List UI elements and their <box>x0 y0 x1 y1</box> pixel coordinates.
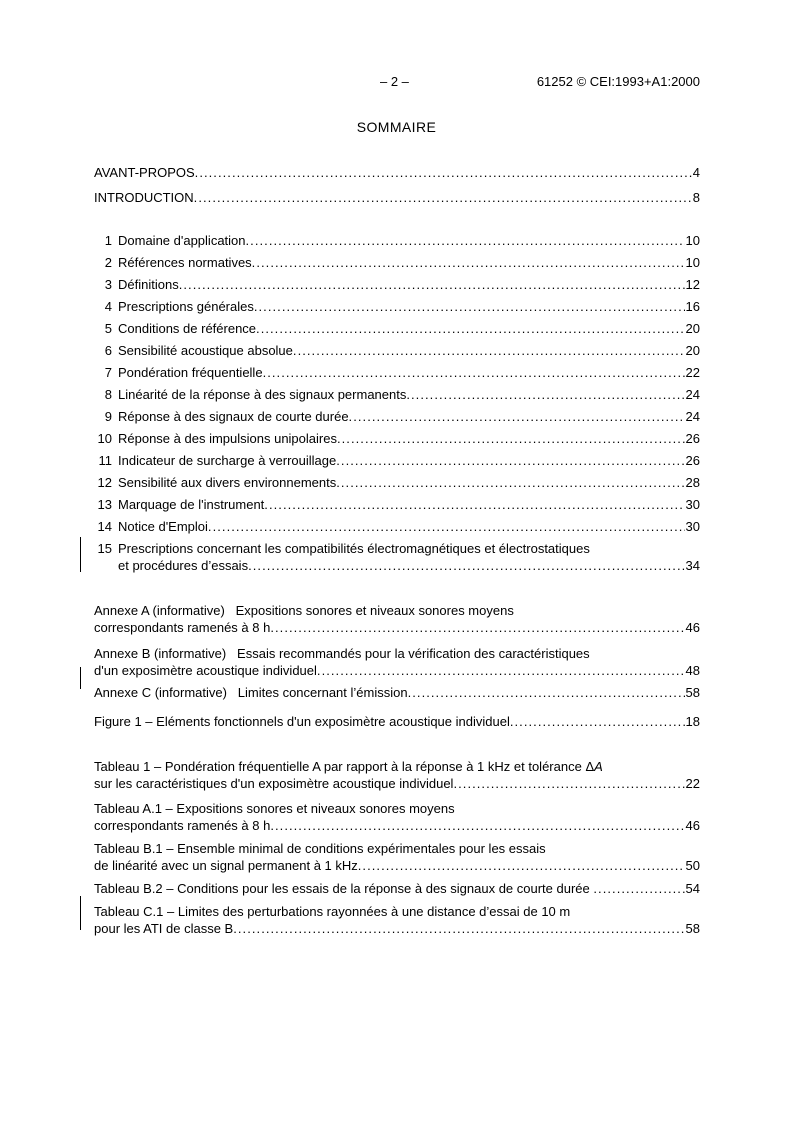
leader-dots <box>208 518 685 535</box>
leader-dots <box>246 232 685 249</box>
clause-number: 9 <box>104 409 112 424</box>
annex-page: 46 <box>685 620 700 635</box>
leader-dots <box>293 342 685 359</box>
leader-dots <box>358 857 685 874</box>
toc-figure-list <box>94 713 700 735</box>
toc-clause-row <box>94 496 700 513</box>
table-title-line2: correspondants ramenés à 8 h <box>94 818 271 833</box>
clause-page: 22 <box>685 365 700 380</box>
amendment-change-bar-annex-c <box>80 667 81 689</box>
clause-title: Prescriptions générales <box>118 299 254 314</box>
figure-title: Figure 1 – Eléments fonctionnels d'un exposimètre acoustique individuel <box>94 714 510 729</box>
clause-page: 24 <box>685 409 700 424</box>
table-title-line2: pour les ATI de classe B <box>94 921 234 936</box>
clause-number: 1 <box>104 233 112 248</box>
table-page: 50 <box>685 858 700 873</box>
clause-title: Marquage de l'instrument <box>118 497 265 512</box>
leader-dots <box>510 713 685 730</box>
toc-clause-row <box>94 386 700 403</box>
leader-dots <box>270 817 684 834</box>
leader-dots <box>336 452 684 469</box>
leader-dots <box>248 557 684 574</box>
toc-clause-row <box>94 232 700 249</box>
leader-dots <box>593 880 684 897</box>
figure-page: 18 <box>685 714 700 729</box>
table-title-line1-text: Tableau 1 – Pondération fréquentielle A par rapport à la réponse à 1 kHz et tolérance <box>94 759 586 774</box>
toc-clause-row <box>94 342 700 359</box>
toc-clause-row <box>94 474 700 491</box>
clause-number: 3 <box>104 277 112 292</box>
clause-title: Références normatives <box>118 255 252 270</box>
document-reference: 61252 © CEI:1993+A1:2000 <box>536 74 700 89</box>
leader-dots <box>406 386 684 403</box>
leader-dots <box>195 164 692 181</box>
table-title-line1: Tableau C.1 – Limites des perturbations rayonnées à une distance d’essai de 10 m <box>94 904 571 919</box>
clause-page: 28 <box>685 475 700 490</box>
annex-title-line2: d'un exposimètre acoustique individuel <box>94 663 317 678</box>
clause-number: 7 <box>104 365 112 380</box>
toc-table-row <box>94 758 700 792</box>
clause-number: 12 <box>97 475 112 490</box>
annex-page: 48 <box>685 663 700 678</box>
clause-page: 20 <box>685 343 700 358</box>
table-title-line2: de linéarité avec un signal permanent à 1 kHz <box>94 858 358 873</box>
leader-dots <box>179 276 685 293</box>
clause-title-line1: Prescriptions concernant les compatibilités électromagnétiques et électrostatiques <box>118 541 590 556</box>
toc-clause-list <box>94 232 700 579</box>
leader-dots <box>233 920 684 937</box>
clause-page: 34 <box>685 558 700 573</box>
toc-clause-row <box>94 254 700 271</box>
clause-number: 10 <box>97 431 112 446</box>
table-page: 46 <box>685 818 700 833</box>
clause-page: 24 <box>685 387 700 402</box>
toc-clause-row <box>94 430 700 447</box>
toc-table-row-c1 <box>94 903 700 937</box>
clause-number: 5 <box>104 321 112 336</box>
toc-table-row <box>94 880 700 897</box>
clause-number: 13 <box>97 497 112 512</box>
toc-annex-row-c <box>94 684 700 701</box>
clause-title: Domaine d'application <box>118 233 246 248</box>
toc-clause-row-15 <box>94 540 700 574</box>
clause-page: 16 <box>685 299 700 314</box>
clause-title: Définitions <box>118 277 179 292</box>
table-title-variable: A <box>594 759 603 774</box>
clause-number: 11 <box>98 453 112 468</box>
page-title: SOMMAIRE <box>356 119 437 135</box>
clause-page: 10 <box>685 233 700 248</box>
leader-dots <box>408 684 685 701</box>
clause-page: 10 <box>685 255 700 270</box>
clause-title: Réponse à des signaux de courte durée <box>118 409 349 424</box>
clause-title: Sensibilité acoustique absolue <box>118 343 293 358</box>
toc-clause-row <box>94 452 700 469</box>
leader-dots <box>270 619 684 636</box>
annex-page: 58 <box>685 685 700 700</box>
leader-dots <box>336 474 684 491</box>
table-title-line1: Tableau B.1 – Ensemble minimal de conditions expérimentales pour les essais <box>94 841 546 856</box>
annex-title-line2: correspondants ramenés à 8 h <box>94 620 271 635</box>
toc-figure-row <box>94 713 700 730</box>
leader-dots <box>337 430 685 447</box>
running-header <box>94 73 700 91</box>
clause-page: 30 <box>685 519 700 534</box>
table-title-line1: Tableau A.1 – Expositions sonores et niveaux sonores moyens <box>94 801 455 816</box>
leader-dots <box>453 775 684 792</box>
leader-dots <box>194 189 692 206</box>
clause-number: 8 <box>104 387 112 402</box>
toc-clause-row <box>94 298 700 315</box>
toc-clause-row <box>94 408 700 425</box>
clause-title: Réponse à des impulsions unipolaires <box>118 431 337 446</box>
toc-annex-row <box>94 602 700 636</box>
clause-page: 26 <box>685 431 700 446</box>
clause-title: Pondération fréquentielle <box>118 365 263 380</box>
table-title-line2: Tableau B.2 – Conditions pour les essais de la réponse à des signaux de courte durée <box>94 881 594 896</box>
toc-entry-page: 4 <box>692 165 700 180</box>
table-page: 22 <box>685 776 700 791</box>
leader-dots <box>256 320 685 337</box>
toc-clause-row <box>94 320 700 337</box>
leader-dots <box>252 254 685 271</box>
toc-front-matter <box>94 164 700 211</box>
toc-clause-row <box>94 276 700 293</box>
clause-number: 4 <box>104 299 112 314</box>
toc-clause-row <box>94 518 700 535</box>
toc-table-row <box>94 800 700 834</box>
toc-entry-introduction <box>94 189 700 206</box>
clause-page: 26 <box>685 453 700 468</box>
leader-dots <box>263 364 685 381</box>
toc-entry-label: INTRODUCTION <box>94 190 194 205</box>
toc-entry-label: AVANT-PROPOS <box>94 165 195 180</box>
table-title-line2: sur les caractéristiques d'un exposimètre acoustique individuel <box>94 776 454 791</box>
table-page: 54 <box>685 881 700 896</box>
clause-page: 30 <box>685 497 700 512</box>
clause-title: Notice d'Emploi <box>118 519 208 534</box>
clause-title: Indicateur de surcharge à verrouillage <box>118 453 337 468</box>
leader-dots <box>254 298 685 315</box>
toc-annex-row <box>94 645 700 679</box>
leader-dots <box>264 496 684 513</box>
toc-entry-page: 8 <box>692 190 700 205</box>
clause-number: 2 <box>104 255 112 270</box>
annex-title-line2: Annexe C (informative) Limites concernant l’émission <box>94 685 408 700</box>
toc-clause-row <box>94 364 700 381</box>
leader-dots <box>317 662 685 679</box>
amendment-change-bar-clause-15 <box>80 537 81 572</box>
toc-entry-avant-propos <box>94 164 700 181</box>
page-folio: – 2 – <box>380 74 409 89</box>
delta-symbol: Δ <box>585 759 595 774</box>
clause-number: 14 <box>97 519 112 534</box>
toc-annex-list <box>94 602 700 706</box>
table-title-line1 <box>94 758 700 775</box>
toc-table-row <box>94 840 700 874</box>
amendment-change-bar-table-c1 <box>80 896 81 930</box>
clause-number: 6 <box>104 343 112 358</box>
annex-title-line1: Annexe A (informative) Expositions sonores et niveaux sonores moyens <box>94 603 514 618</box>
clause-title: Sensibilité aux divers environnements <box>118 475 337 490</box>
clause-page: 12 <box>685 277 700 292</box>
table-page: 58 <box>685 921 700 936</box>
annex-title-line1: Annexe B (informative) Essais recommandés pour la vérification des caractéristiques <box>94 646 590 661</box>
clause-number: 15 <box>97 541 112 556</box>
clause-title: Linéarité de la réponse à des signaux permanents <box>118 387 407 402</box>
clause-title-line2: et procédures d’essais <box>118 558 249 573</box>
leader-dots <box>349 408 685 425</box>
toc-table-list <box>94 758 700 942</box>
clause-title: Conditions de référence <box>118 321 257 336</box>
clause-page: 20 <box>685 321 700 336</box>
